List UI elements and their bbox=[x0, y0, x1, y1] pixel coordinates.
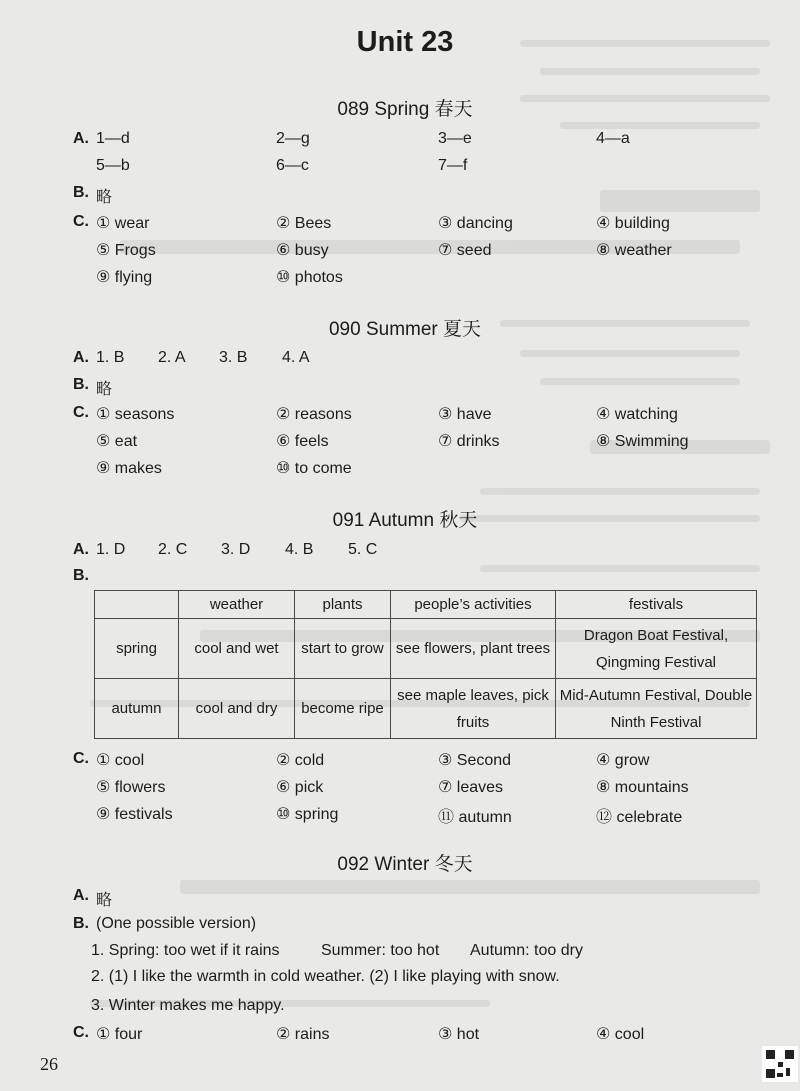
s092-b-row bbox=[0, 915, 800, 939]
table-cell-plants: become ripe bbox=[295, 679, 391, 739]
s090-c-item: ⑨ makes bbox=[96, 460, 162, 477]
s091-c-item: ⑨ festivals bbox=[96, 806, 173, 823]
s090-c-item: ② reasons bbox=[276, 406, 352, 423]
s091-c-item: ④ grow bbox=[596, 752, 650, 769]
s089-c-row-1 bbox=[0, 213, 800, 237]
s091-b-row bbox=[0, 567, 800, 591]
s092-c-row bbox=[0, 1024, 800, 1048]
s090-c-row-1 bbox=[0, 404, 800, 428]
s089-c-item: ③ dancing bbox=[438, 215, 513, 232]
s089-a-item: 3—e bbox=[438, 130, 472, 147]
table-cell-festivals: Dragon Boat Festival, Qingming Festival bbox=[556, 619, 757, 679]
s091-a-item: 1. D bbox=[96, 541, 126, 558]
s091-c-item: ⑤ flowers bbox=[96, 779, 166, 796]
s090-c-item: ④ watching bbox=[596, 406, 678, 423]
page-number: 26 bbox=[40, 1054, 58, 1074]
table-cell-season: autumn bbox=[95, 679, 179, 739]
s090-c-item: ⑥ feels bbox=[276, 433, 329, 450]
table-header-cell: plants bbox=[295, 591, 391, 619]
s092-b-intro: (One possible version) bbox=[96, 915, 257, 932]
qr-code-icon bbox=[762, 1046, 798, 1082]
s089-a-row-1 bbox=[0, 130, 800, 154]
s091-c-item: ⑥ pick bbox=[276, 779, 324, 796]
s091-c-item: ⑩ spring bbox=[276, 806, 339, 823]
s091-c-row-2 bbox=[0, 777, 800, 801]
s090-c-item: ① seasons bbox=[96, 406, 175, 423]
s089-c-item: ⑥ busy bbox=[276, 242, 329, 259]
s089-a-item: 5—b bbox=[96, 157, 130, 174]
s089-b-row bbox=[0, 184, 800, 208]
s092-c-label: C. bbox=[73, 1024, 89, 1041]
s089-c-item: ① wear bbox=[96, 215, 150, 232]
s089-b-label: B. bbox=[73, 184, 89, 201]
table-header-cell: people’s activities bbox=[391, 591, 556, 619]
s089-c-item: ⑨ flying bbox=[96, 269, 153, 286]
s092-a-text: 略 bbox=[96, 892, 113, 909]
s091-a-item: 5. C bbox=[348, 541, 378, 558]
s089-c-item: ⑧ weather bbox=[596, 242, 672, 259]
s089-a-item: 6—c bbox=[276, 157, 309, 174]
s092-b-line-3 bbox=[0, 997, 800, 1021]
s091-a-item: 3. D bbox=[221, 541, 251, 558]
s091-b-label: B. bbox=[73, 567, 89, 584]
s089-c-item: ⑤ Frogs bbox=[96, 242, 156, 259]
s090-c-row-3 bbox=[0, 458, 800, 482]
s091-c-item: ⑧ mountains bbox=[596, 779, 689, 796]
s092-c-item: ③ hot bbox=[438, 1026, 480, 1043]
s092-b-line-2 bbox=[0, 968, 800, 992]
s089-c-item: ② Bees bbox=[276, 215, 332, 232]
s090-c-label: C. bbox=[73, 404, 89, 421]
s090-c-item: ⑤ eat bbox=[96, 433, 138, 450]
s092-b-answer: Summer: too hot bbox=[321, 942, 440, 959]
s092-c-item: ① four bbox=[96, 1026, 143, 1043]
s091-c-row-3 bbox=[0, 804, 800, 828]
s092-b-answer: 2. (1) I like the warmth in cold weather. (2) I like playing with snow. bbox=[91, 968, 560, 985]
s090-a-row bbox=[0, 349, 800, 373]
section-title-090: 090 Summer 夏天 bbox=[328, 319, 482, 340]
s089-a-item: 7—f bbox=[438, 157, 468, 174]
s090-c-item: ⑩ to come bbox=[276, 460, 352, 477]
s091-c-item: ⑫ celebrate bbox=[596, 809, 683, 826]
s090-b-row bbox=[0, 376, 800, 400]
section-title-092: 092 Winter 冬天 bbox=[337, 854, 473, 875]
s089-a-item: 4—a bbox=[596, 130, 630, 147]
s089-c-item: ⑦ seed bbox=[438, 242, 492, 259]
s092-c-item: ② rains bbox=[276, 1026, 330, 1043]
s091-c-item: ③ Second bbox=[438, 752, 512, 769]
table-cell-festivals: Mid-Autumn Festival, Double Ninth Festival bbox=[556, 679, 757, 739]
table-cell-season: spring bbox=[95, 619, 179, 679]
s089-a-item: 2—g bbox=[276, 130, 310, 147]
s091-c-label: C. bbox=[73, 750, 89, 767]
s092-a-row bbox=[0, 887, 800, 911]
table-cell-activities: see maple leaves, pick fruits bbox=[391, 679, 556, 739]
table-cell-activities: see flowers, plant trees bbox=[391, 619, 556, 679]
s090-a-label: A. bbox=[73, 349, 89, 366]
s089-c-row-2 bbox=[0, 240, 800, 264]
s089-c-label: C. bbox=[73, 213, 89, 230]
table-row bbox=[95, 619, 757, 679]
s090-c-item: ③ have bbox=[438, 406, 492, 423]
s092-c-item: ④ cool bbox=[596, 1026, 645, 1043]
s091-a-label: A. bbox=[73, 541, 89, 558]
s091-c-item: ⑪ autumn bbox=[438, 809, 512, 826]
table-cell-plants: start to grow bbox=[295, 619, 391, 679]
s090-a-item: 2. A bbox=[158, 349, 186, 366]
s092-b-label: B. bbox=[73, 915, 89, 932]
section-title-089: 089 Spring 春天 bbox=[337, 99, 473, 120]
s092-a-label: A. bbox=[73, 887, 89, 904]
s091-a-item: 4. B bbox=[285, 541, 314, 558]
s090-c-item: ⑦ drinks bbox=[438, 433, 500, 450]
s092-b-answer: 3. Winter makes me happy. bbox=[91, 997, 285, 1014]
s089-c-item: ④ building bbox=[596, 215, 670, 232]
s090-c-row-2 bbox=[0, 431, 800, 455]
s089-b-text: 略 bbox=[96, 189, 113, 206]
s090-b-text: 略 bbox=[96, 381, 113, 398]
s089-a-row-2 bbox=[0, 157, 800, 181]
s091-c-row-1 bbox=[0, 750, 800, 774]
s090-c-item: ⑧ Swimming bbox=[596, 433, 689, 450]
s090-a-item: 3. B bbox=[219, 349, 248, 366]
table-header-cell bbox=[95, 591, 179, 619]
s091-a-row bbox=[0, 541, 800, 565]
table-cell-weather: cool and dry bbox=[179, 679, 295, 739]
unit-title: Unit 23 bbox=[356, 26, 454, 58]
table-header-cell: weather bbox=[179, 591, 295, 619]
s091-c-item: ⑦ leaves bbox=[438, 779, 504, 796]
s091-c-item: ① cool bbox=[96, 752, 145, 769]
section-title-091: 091 Autumn 秋天 bbox=[332, 510, 478, 531]
table-row bbox=[95, 679, 757, 739]
s089-a-item: 1—d bbox=[96, 130, 130, 147]
table-cell-weather: cool and wet bbox=[179, 619, 295, 679]
s089-c-row-3 bbox=[0, 267, 800, 291]
s090-a-item: 4. A bbox=[282, 349, 310, 366]
s090-a-item: 1. B bbox=[96, 349, 125, 366]
s092-b-answer: Autumn: too dry bbox=[470, 942, 583, 959]
seasons-table bbox=[94, 590, 757, 739]
s091-c-item: ② cold bbox=[276, 752, 325, 769]
s092-b-line-1 bbox=[0, 942, 800, 966]
table-header-row bbox=[95, 591, 757, 619]
s091-a-item: 2. C bbox=[158, 541, 188, 558]
s092-b-answer: 1. Spring: too wet if it rains bbox=[91, 942, 280, 959]
s089-c-item: ⑩ photos bbox=[276, 269, 343, 286]
table-header-cell: festivals bbox=[556, 591, 757, 619]
s090-b-label: B. bbox=[73, 376, 89, 393]
s089-a-label: A. bbox=[73, 130, 89, 147]
